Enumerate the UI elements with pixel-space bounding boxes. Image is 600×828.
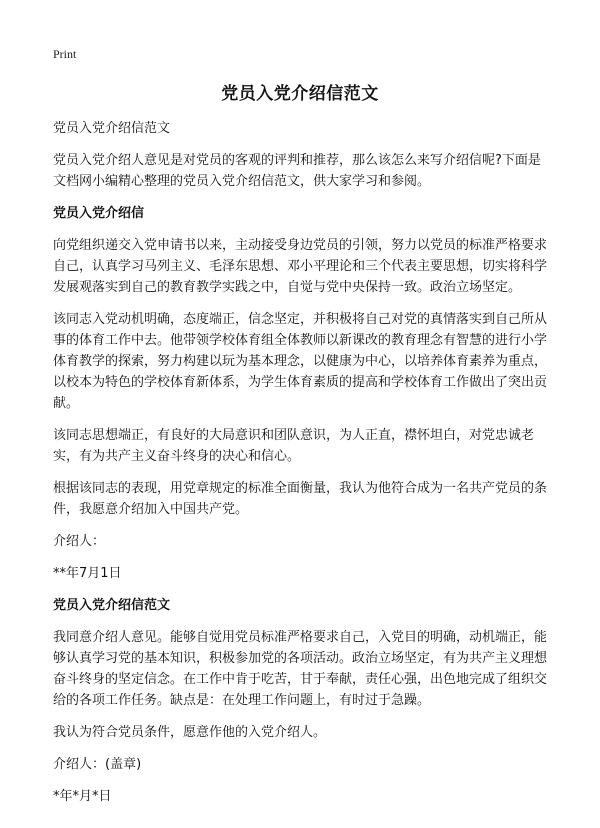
section2-introducer: 介绍人：(盖章) bbox=[53, 757, 142, 772]
section1-paragraph-4: 根据该同志的表现，用党章规定的标准全面衡量，我认为他符合成为一名共产党员的条件，我愿意介绍加入中国共产党。 bbox=[53, 481, 548, 517]
section1-date: **年7月1日 bbox=[53, 566, 122, 581]
section2-paragraph-1: 我同意介绍人意见。能够自觉用党员标准严格要求自己，入党目的明确，动机端正，能够认真学习党的基本知识，积极参加党的各项活动。政治立场坚定，有为共产主义理想奋斗终身的坚定信念。在工作中肯于吃苦，甘于奉献，责任心强，出色地完成了组织交给的各项工作任务。缺点是：在处理工作问题上，有时过于急躁。 bbox=[53, 630, 548, 708]
section2-date: *年*月*日 bbox=[53, 789, 112, 804]
section1-paragraph-1: 向党组织递交入党申请书以来，主动接受身边党员的引领，努力以党员的标准严格要求自己，认真学习马列主义、毛泽东思想、邓小平理论和三个代表主要思想，切实将科学发展观落实到自己的教育教学实践之中，自觉与党中央保持一致。政治立场坚定。 bbox=[53, 238, 548, 295]
intro-paragraph: 党员入党介绍人意见是对党员的客观的评判和推荐，那么该怎么来写介绍信呢?下面是文档网小编精心整理的党员入党介绍信范文，供大家学习和参阅。 bbox=[53, 153, 541, 189]
document-subtitle: 党员入党介绍信范文 bbox=[53, 121, 171, 136]
section2-paragraph-2: 我认为符合党员条件，愿意作他的入党介绍人。 bbox=[53, 725, 327, 740]
section1-paragraph-3: 该同志思想端正，有良好的大局意识和团队意识，为人正直，襟怀坦白，对党忠诚老实，有为共产主义奋斗终身的决心和信心。 bbox=[53, 428, 535, 464]
section1-paragraph-2: 该同志入党动机明确，态度端正，信念坚定，并积极将自己对党的真情落实到自己所从事的体育工作中去。他带领学校体育组全体教师以新课改的教育理念有智慧的进行小学体育教学的探索，努力构建以玩为基本理念，以健康为中心，以培养体育素养为重点，以校本为特色的学校体育新体系，为学生体育素质的提高和学校体育工作做出了突出贡献。 bbox=[53, 312, 548, 411]
section1-introducer: 介绍人： bbox=[53, 534, 106, 549]
document-body bbox=[53, 118, 553, 818]
section2-heading: 党员入党介绍信范文 bbox=[53, 598, 171, 613]
page-title: 党员入党介绍信范文 bbox=[221, 84, 379, 104]
section1-heading: 党员入党介绍信 bbox=[53, 206, 145, 221]
print-label[interactable]: Print bbox=[53, 47, 77, 61]
